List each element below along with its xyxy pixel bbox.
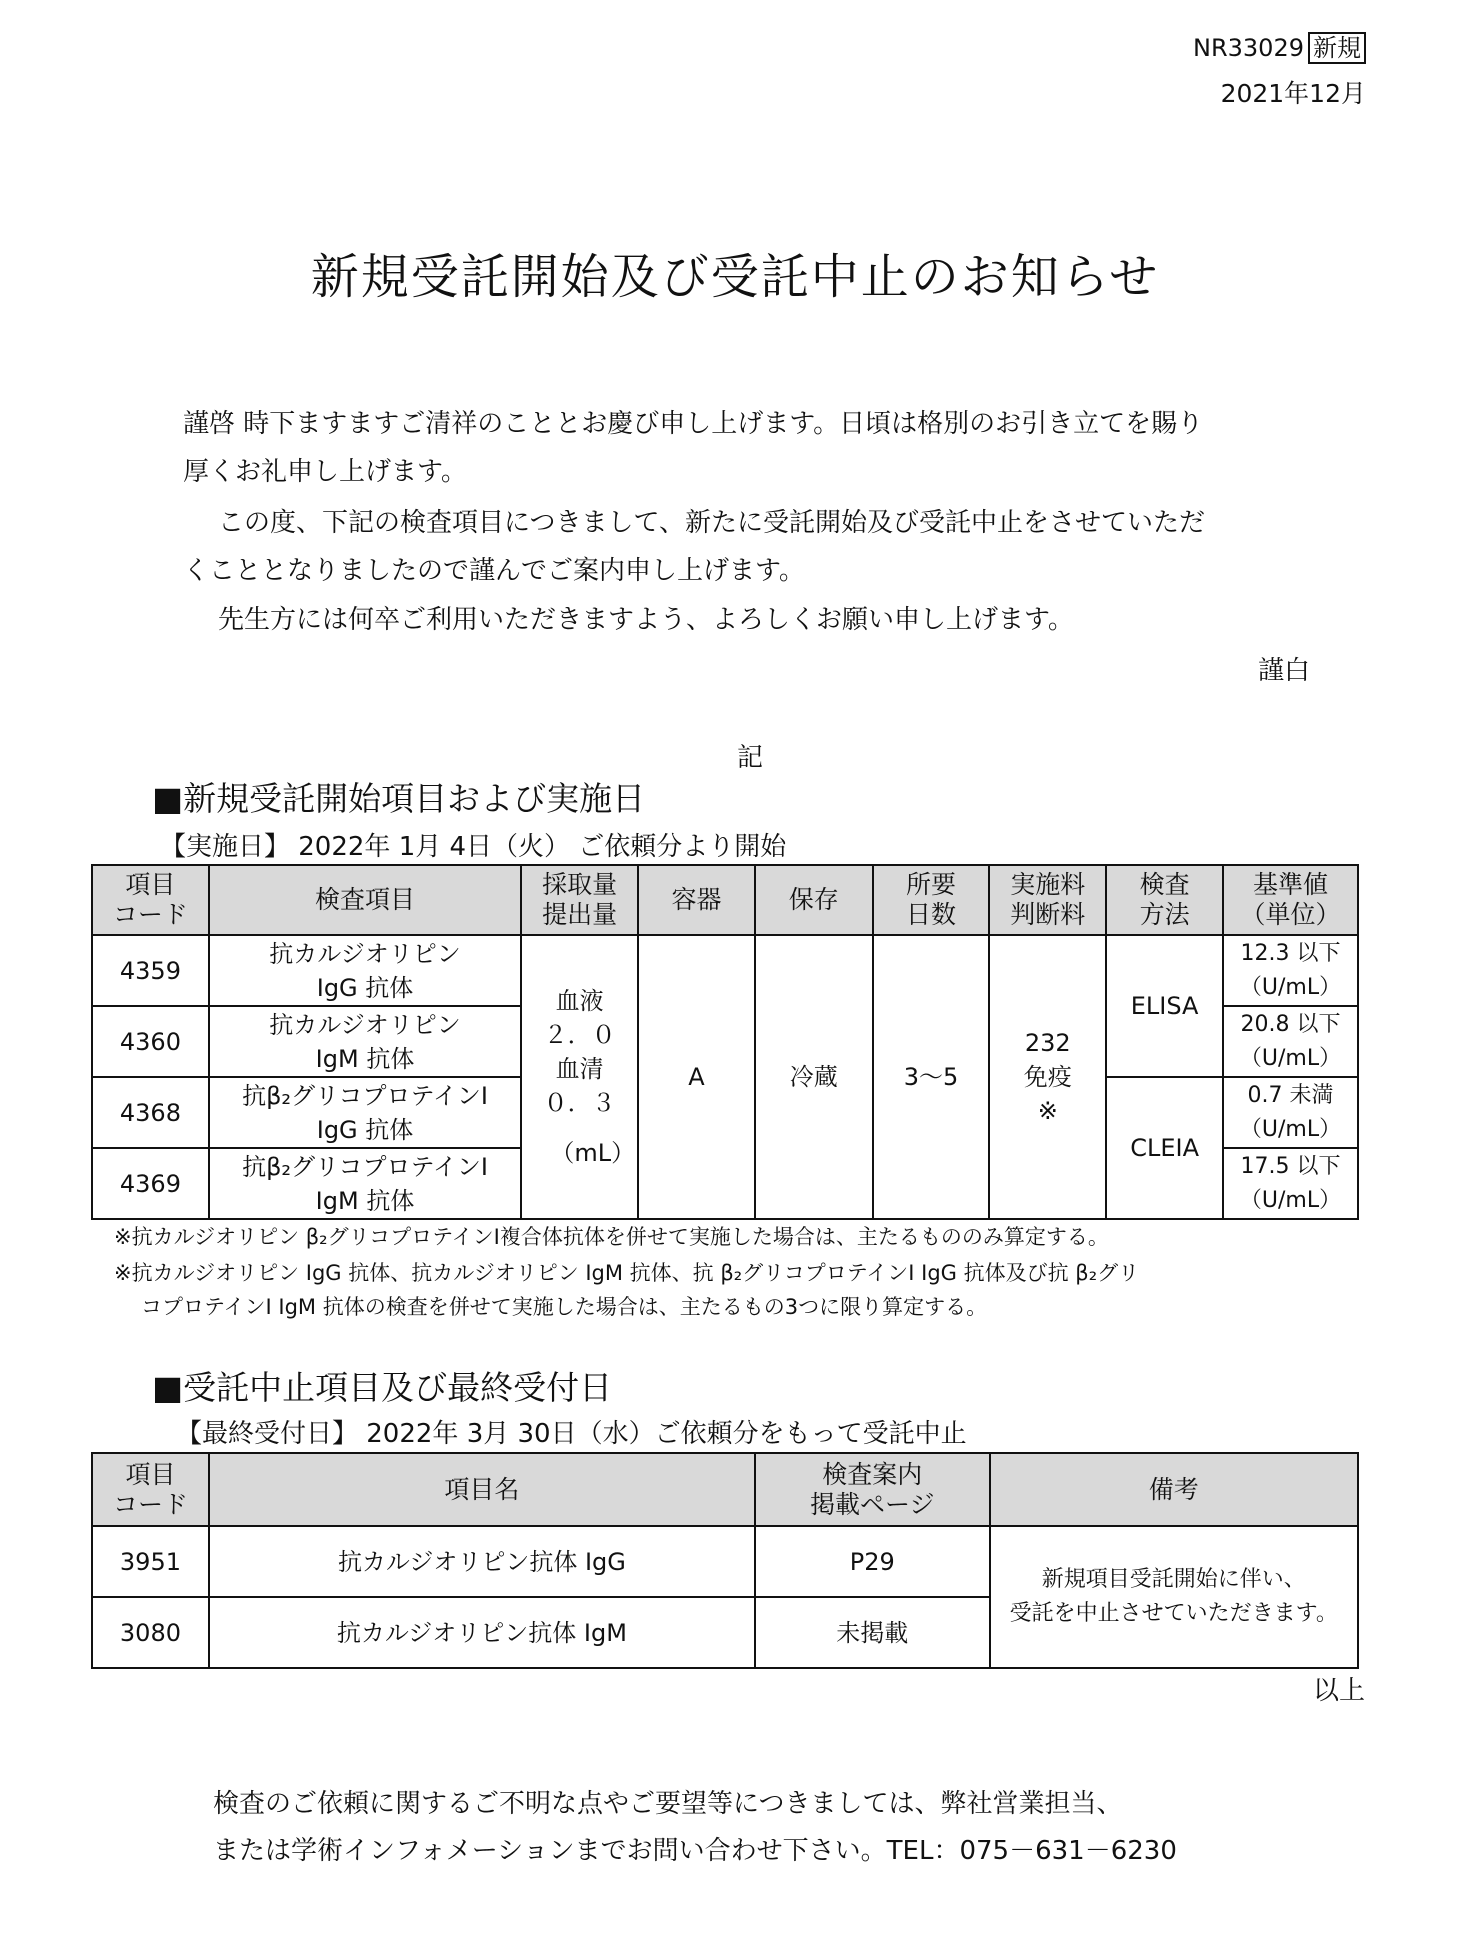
greeting-line-4: くこととなりましたので謹んでご案内申し上げます。: [183, 556, 805, 586]
col-page: 検査案内 掲載ページ: [755, 1453, 990, 1526]
note-2: ※抗カルジオリピン IgG 抗体、抗カルジオリピン IgM 抗体、抗 β₂グリコプロテインⅠ IgG 抗体及び抗 β₂グリ: [114, 1261, 1140, 1285]
table-row: [92, 1526, 1358, 1597]
item-name: 抗カルジオリピン抗体 IgM: [209, 1597, 755, 1668]
method-cleia: CLEIA: [1106, 1077, 1223, 1219]
ijo-closing: 以上: [1312, 1676, 1365, 1706]
new-badge: 新規: [1308, 32, 1366, 64]
col-days: 所要 日数: [873, 865, 990, 935]
guide-page: P29: [755, 1526, 990, 1597]
reference-value: 0.7 未満 （U/mL）: [1223, 1077, 1358, 1148]
item-name: 抗β₂グリコプロテインⅠ IgM 抗体: [209, 1148, 521, 1219]
footer-line-2: または学術インフォメーションまでお問い合わせ下さい。TEL：075－631－6230: [213, 1836, 1177, 1866]
reference-value: 20.8 以下 （U/mL）: [1223, 1006, 1358, 1077]
item-name: 抗β₂グリコプロテインⅠ IgG 抗体: [209, 1077, 521, 1148]
greeting-line-3: この度、下記の検査項目につきまして、新たに受託開始及び受託中止をさせていただ: [218, 508, 1205, 538]
item-code: 4359: [92, 935, 209, 1006]
note-3: コプロテインⅠ IgM 抗体の検査を併せて実施した場合は、主たるもの3つに限り算定する。: [141, 1295, 988, 1319]
new-table-header: [92, 865, 1358, 935]
new-items-table: [91, 864, 1359, 1220]
col-code: 項目 コード: [92, 1453, 209, 1526]
col-volume: 採取量 提出量: [521, 865, 638, 935]
section-stop-subheading: 【最終受付日】 2022年 3月 30日（水）ご依頼分をもって受託中止: [176, 1419, 967, 1449]
col-fee: 実施料 判断料: [989, 865, 1106, 935]
item-name: 抗カルジオリピン IgM 抗体: [209, 1006, 521, 1077]
reference-value: 12.3 以下 （U/mL）: [1223, 935, 1358, 1006]
col-item: 検査項目: [209, 865, 521, 935]
greeting-line-2: 厚くお礼申し上げます。: [183, 457, 467, 487]
fee-cell: 232 免疫 ※: [989, 935, 1106, 1219]
reference-value: 17.5 以下 （U/mL）: [1223, 1148, 1358, 1219]
discontinued-items-table: [91, 1452, 1359, 1669]
section-stop-heading: ■受託中止項目及び最終受付日: [152, 1368, 613, 1407]
item-code: 3080: [92, 1597, 209, 1668]
storage-cell: 冷蔵: [755, 935, 873, 1219]
section-new-subheading: 【実施日】 2022年 1月 4日（火） ご依頼分より開始: [160, 832, 787, 862]
closing-kinpaku: 謹白: [1257, 656, 1310, 686]
ki-heading: 記: [736, 743, 763, 773]
note-1: ※抗カルジオリピン β₂グリコプロテインⅠ複合体抗体を併せて実施した場合は、主たるもののみ算定する。: [114, 1225, 1109, 1249]
item-code: 4368: [92, 1077, 209, 1148]
col-storage: 保存: [755, 865, 873, 935]
item-code: 4369: [92, 1148, 209, 1219]
item-name: 抗カルジオリピン IgG 抗体: [209, 935, 521, 1006]
col-method: 検査 方法: [1106, 865, 1223, 935]
footer-line-1: 検査のご依頼に関するご不明な点やご要望等につきましては、弊社営業担当、: [213, 1789, 1123, 1819]
document-date: 2021年12月: [1220, 79, 1366, 108]
stop-table-header: [92, 1453, 1358, 1526]
col-code: 項目 コード: [92, 865, 209, 935]
days-cell: 3～5: [873, 935, 990, 1219]
guide-page: 未掲載: [755, 1597, 990, 1668]
container-cell: A: [638, 935, 755, 1219]
document-code: [1193, 28, 1366, 63]
col-container: 容器: [638, 865, 755, 935]
greeting-line-5: 先生方には何卒ご利用いただきますよう、よろしくお願い申し上げます。: [218, 605, 1074, 635]
greeting-line-1: 謹啓 時下ますますご清祥のこととお慶び申し上げます。日頃は格別のお引き立てを賜り: [183, 409, 1204, 439]
table-row: [92, 935, 1358, 1006]
page-title: 新規受託開始及び受託中止のお知らせ: [310, 249, 1160, 305]
remark-cell: 新規項目受託開始に伴い、 受託を中止させていただきます。: [990, 1526, 1358, 1668]
col-reference: 基準値 （単位）: [1223, 865, 1358, 935]
item-code: 3951: [92, 1526, 209, 1597]
volume-cell: 血液 ２．０ 血清 ０．３ （mL）: [521, 935, 638, 1219]
col-remark: 備考: [990, 1453, 1358, 1526]
document-code-text: NR33029: [1193, 34, 1304, 62]
item-code: 4360: [92, 1006, 209, 1077]
section-new-heading: ■新規受託開始項目および実施日: [152, 779, 646, 818]
col-name: 項目名: [209, 1453, 755, 1526]
method-elisa: ELISA: [1106, 935, 1223, 1077]
item-name: 抗カルジオリピン抗体 IgG: [209, 1526, 755, 1597]
